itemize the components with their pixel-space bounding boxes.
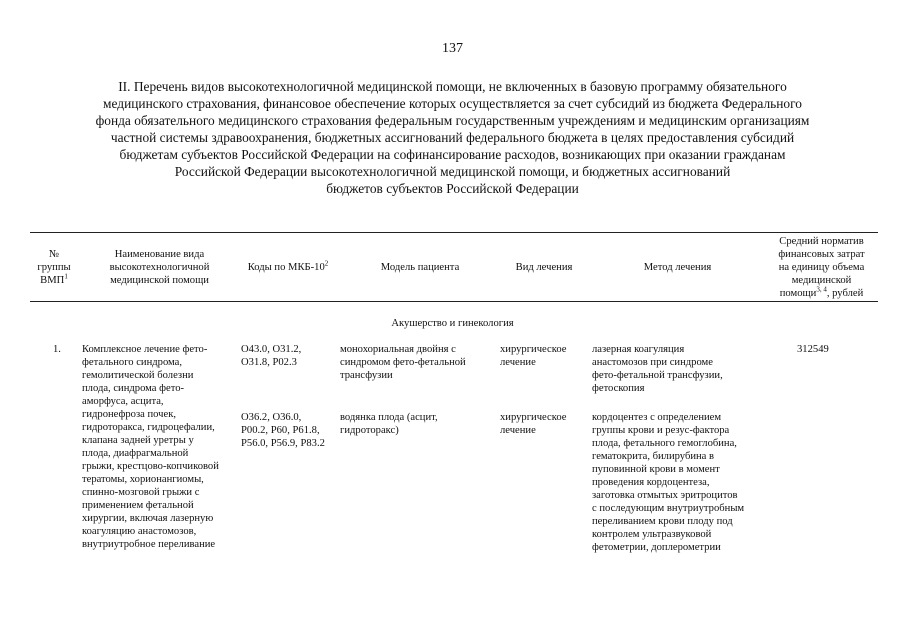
header-patient-model: Модель пациента — [380, 261, 460, 273]
section-title: Акушерство и гинекология — [391, 318, 514, 329]
title-line: II. Перечень видов высокотехнологичной медицинской помощи, не включенных в базовую программу обязательного — [118, 79, 787, 94]
treatment-type-cell: хирургическое лечение — [500, 412, 567, 436]
header-mkb-codes: Коды по МКБ-$10^2$ — [247, 258, 329, 273]
header-vmp-name: Наименование вида высокотехнологичной медицинской помощи — [109, 248, 210, 286]
title-line: Российской Федерации высокотехнологичной медицинской помощи, и бюджетных ассигнований — [174, 164, 731, 179]
mkb-codes-cell: O43.0, O31.2, O31.8, P02.3 — [241, 344, 302, 368]
title-line: фонда обязательного медицинского страхования федеральным государственным учреждениям и медицинским организациям — [95, 113, 810, 128]
mkb-codes-cell: O36.2, O36.0, P00.2, P60, P61.8, P56.0, P56.9, P83.2 — [241, 412, 325, 449]
vmp-name-cell: Комплексное лечение фето- фетального синдрома, гемолитической болезни плода, синдрома фето- аморфуса, асцита, гидронефроза почек, гидроторакса, гидроцефалии, клапана задней уретры у плода, диафрагмальной грыжи, крестцово-копчиковой тератомы, хорионангиомы, спинно-мозговой грыжи с применением фетальной хирургии, включая лазерную коагуляцию анастомозов, внутриутробное переливание — [82, 344, 219, 550]
patient-model-cell: монохориальная двойня с синдромом фето-фетальной трансфузии — [340, 344, 466, 381]
title-line: частной системы здравоохранения, бюджетных ассигнований федерального бюджета в целях предоставления субсидий — [110, 130, 795, 145]
header-group-no: № группы ВМП$^1$ — [37, 248, 71, 286]
row-number: 1. — [53, 344, 61, 355]
treatment-method-cell: лазерная коагуляция анастомозов при синдроме фето-фетальной трансфузии, фетоскопия — [592, 344, 723, 394]
title-line: бюджетам субъектов Российской Федерации на софинансирование расходов, возникающих при оказании гражданам — [119, 147, 786, 162]
treatment-type-cell: хирургическое лечение — [500, 344, 567, 368]
header-average-cost: Средний норматив финансовых затрат на единицу объема медицинской помощи$^{3, 4}$, рублей — [778, 235, 865, 299]
header-treatment-method: Метод лечения — [643, 261, 712, 273]
average-cost-cell: 312549 — [797, 344, 829, 355]
patient-model-cell: водянка плода (асцит, гидроторакс) — [340, 412, 438, 436]
document-title — [50, 78, 855, 197]
page-number: 137 — [442, 41, 463, 56]
treatment-method-cell: кордоцентез с определением группы крови и резус-фактора плода, фетального гемоглобина, гематокрита, билирубина в пуповинной крови в момент проведения кордоцентеза, заготовка отмытых эритроцитов с последующим внутриутробным переливанием крови плоду под контролем ультразвуковой фетометрии, доплерометрии — [592, 412, 745, 553]
header-treatment-type: Вид лечения — [515, 261, 573, 273]
title-line: медицинского страхования, финансовое обеспечение которых осуществляется за счет субсидий из бюджета Федерального — [103, 96, 802, 111]
title-line: бюджетов субъектов Российской Федерации — [326, 181, 579, 196]
table-header-bottom-rule — [30, 301, 878, 302]
